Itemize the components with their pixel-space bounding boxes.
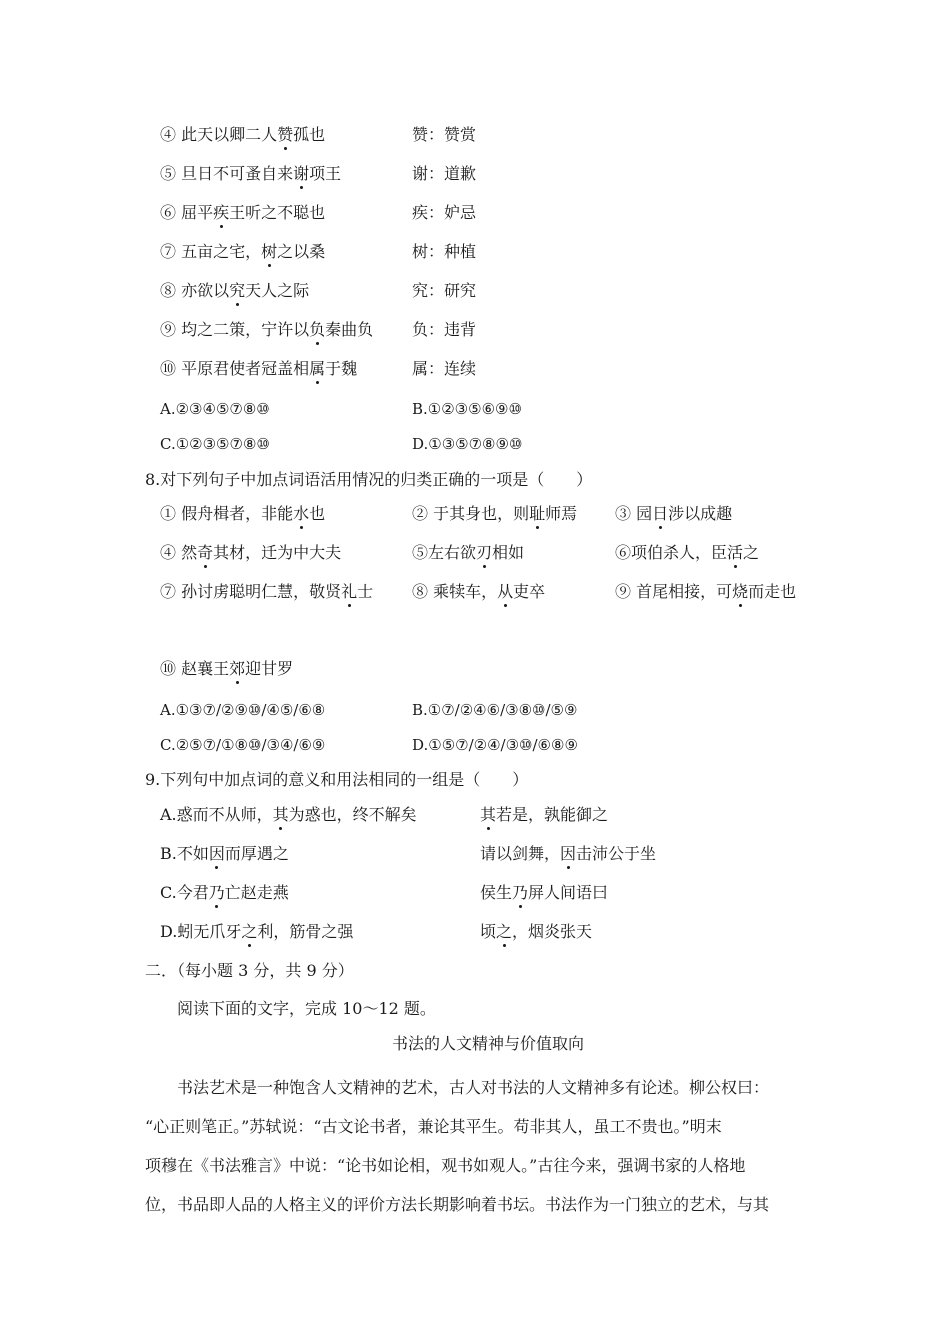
dotted-word: 礼 (341, 582, 358, 601)
text-segment: 请以剑舞， (480, 844, 561, 863)
text-segment: ⑧ 乘犊车， (412, 582, 498, 601)
dotted-word: 其 (272, 805, 289, 824)
q7-gloss: 疾：妒忌 (412, 203, 477, 222)
text-segment: 其材，迁为中大夫 (213, 543, 342, 562)
text-segment: 于魏 (325, 359, 358, 378)
text-segment: ⑦ 孙讨虏聪明仁慧，敬贤 (160, 582, 342, 601)
text-segment: B.不如 (160, 844, 209, 863)
q8-sentence (160, 504, 325, 524)
article-title: 书法的人文精神与价值取向 (392, 1034, 585, 1053)
dotted-word: 负 (309, 320, 326, 339)
dotted-word: 属 (309, 359, 326, 378)
dotted-word: 郊 (229, 659, 246, 678)
q9-right-sentence (480, 805, 608, 825)
text-segment: 若是，孰能御之 (496, 805, 609, 824)
text-segment: 屏人间语曰 (528, 883, 609, 902)
dotted-word: 因 (560, 844, 577, 863)
dotted-word: 刃 (476, 543, 493, 562)
q8-sentence (615, 504, 732, 524)
q7-option-c: C.①②③⑤⑦⑧⑩ (160, 435, 270, 453)
dotted-word: 其 (480, 805, 497, 824)
q7-sentence (160, 320, 373, 340)
q8-option-b: B.①⑦/②④⑥/③⑧⑩/⑤⑨ (412, 701, 578, 719)
text-segment: 相如 (492, 543, 525, 562)
dotted-word: 究 (229, 281, 246, 300)
q7-gloss: 树：种植 (412, 242, 477, 261)
q8-sentence (160, 582, 373, 602)
text-segment: 王听之不聪也 (229, 203, 326, 222)
text-segment: 涉以成趣 (668, 504, 733, 523)
text-segment: 侯生 (480, 883, 513, 902)
q9-left-sentence (160, 922, 353, 942)
q8-sentence (412, 543, 524, 563)
q7-sentence (160, 203, 325, 223)
paragraph-line: “心正则笔正。”苏轼说：“古文论书者，兼论其平生。苟非其人，虽工不贵也。”明末 (145, 1117, 722, 1136)
dotted-word: 乃 (208, 883, 225, 902)
q7-sentence (160, 164, 341, 184)
dotted-word: 疾 (213, 203, 230, 222)
dotted-word: 之 (496, 922, 513, 941)
dotted-word: 之 (241, 922, 258, 941)
text-segment: 亡赵走燕 (224, 883, 289, 902)
q8-option-a: A.①③⑦/②⑨⑩/④⑤/⑥⑧ (160, 701, 326, 719)
text-segment: 之 (743, 543, 760, 562)
text-segment: 孤也 (293, 125, 326, 144)
text-segment: ⑩ 赵襄王 (160, 659, 230, 678)
text-segment: 师焉 (545, 504, 578, 523)
q8-option-d: D.①⑤⑦/②④/③⑩/⑥⑧⑨ (412, 736, 578, 754)
text-segment: ⑥ 屈平 (160, 203, 214, 222)
reading-instruction: 阅读下面的文字，完成 10～12 题。 (177, 999, 436, 1018)
text-segment: D.蚓无爪牙 (160, 922, 242, 941)
q8-sentence (160, 543, 341, 563)
text-segment: 迎甘罗 (245, 659, 294, 678)
dotted-word: 因 (208, 844, 225, 863)
dotted-word: 奇 (197, 543, 214, 562)
dotted-word: 耻 (529, 504, 546, 523)
q8-sentence (412, 504, 577, 524)
text-segment: 之以桑 (277, 242, 326, 261)
text-segment: ⑨ 首尾相接，可 (615, 582, 733, 601)
q9-left-sentence (160, 844, 289, 864)
q8-sentence (160, 659, 293, 679)
article-paragraph (145, 1068, 805, 1224)
q8-option-c: C.②⑤⑦/①⑧⑩/③④/⑥⑨ (160, 736, 326, 754)
text-segment: 吏卒 (513, 582, 546, 601)
q7-gloss: 谢：道歉 (412, 164, 477, 183)
text-segment: ④ 然 (160, 543, 198, 562)
text-segment: 利，筋骨之强 (257, 922, 354, 941)
dotted-word: 水 (293, 504, 310, 523)
text-segment: 而厚遇之 (224, 844, 289, 863)
dotted-word: 谢 (293, 164, 310, 183)
text-segment: ，烟炎张天 (512, 922, 593, 941)
text-segment: ⑨ 均之二策，宁许以 (160, 320, 310, 339)
q9-left-sentence (160, 883, 289, 903)
q9-right-sentence (480, 922, 592, 942)
text-segment: ⑥项伯杀人，臣 (615, 543, 728, 562)
q7-gloss: 赞：赞赏 (412, 125, 477, 144)
dotted-word: 乃 (512, 883, 529, 902)
q7-option-b: B.①②③⑤⑥⑨⑩ (412, 400, 522, 418)
dotted-word: 树 (261, 242, 278, 261)
paragraph-line: 位，书品即人品的人格主义的评价方法长期影响着书坛。书法作为一门独立的艺术，与其 (145, 1195, 770, 1214)
q7-option-a: A.②③④⑤⑦⑧⑩ (160, 400, 270, 418)
text-segment: 也 (309, 504, 326, 523)
q7-sentence (160, 125, 325, 145)
text-segment: ⑩ 平原君使者冠盖相 (160, 359, 310, 378)
text-segment: 天人之际 (245, 281, 310, 300)
text-segment: 秦曲负 (325, 320, 374, 339)
q7-gloss: 属：连续 (412, 359, 477, 378)
text-segment: ⑧ 亦欲以 (160, 281, 230, 300)
text-segment: ⑦ 五亩之宅， (160, 242, 262, 261)
q7-sentence (160, 242, 325, 262)
text-segment: ③ 园 (615, 504, 653, 523)
q7-gloss: 究：研究 (412, 281, 477, 300)
q9-right-sentence (480, 883, 608, 903)
dotted-word: 活 (727, 543, 744, 562)
paragraph-line: 项穆在《书法雅言》中说：“论书如论相，观书如观人。”古往今来，强调书家的人格地 (145, 1156, 746, 1175)
q8-sentence (412, 582, 545, 602)
text-segment: ⑤ 旦日不可蚤自来 (160, 164, 294, 183)
text-segment: ⑤左右欲 (412, 543, 477, 562)
q9-left-sentence (160, 805, 417, 825)
q8-sentence (615, 543, 759, 563)
dotted-word: 烧 (732, 582, 749, 601)
text-segment: A.惑而不从师， (160, 805, 273, 824)
text-segment: ② 于其身也，则 (412, 504, 530, 523)
text-segment: 击沛公于坐 (576, 844, 657, 863)
q9-right-sentence (480, 844, 656, 864)
text-segment: ① 假舟楫者，非能 (160, 504, 294, 523)
text-segment: 为惑也，终不解矣 (288, 805, 417, 824)
dotted-word: 从 (497, 582, 514, 601)
paragraph-line: 书法艺术是一种饱含人文精神的艺术，古人对书法的人文精神多有论述。柳公权曰： (177, 1078, 770, 1097)
text-segment: 而走也 (748, 582, 797, 601)
text-segment: ④ 此天以卿二人 (160, 125, 278, 144)
q7-gloss: 负：违背 (412, 320, 477, 339)
dotted-word: 日 (652, 504, 669, 523)
q7-option-d: D.①③⑤⑦⑧⑨⑩ (412, 435, 523, 453)
text-segment: 项王 (309, 164, 342, 183)
section-2-heading: 二．（每小题 3 分，共 9 分） (145, 961, 354, 980)
q8-sentence (615, 582, 796, 602)
q8-stem: 8.对下列句子中加点词语活用情况的归类正确的一项是（ ） (145, 470, 593, 489)
text-segment: 顷 (480, 922, 497, 941)
text-segment: 士 (357, 582, 374, 601)
dotted-word: 赞 (277, 125, 294, 144)
text-segment: C.今君 (160, 883, 209, 902)
q7-sentence (160, 281, 309, 301)
q9-stem: 9.下列句中加点词的意义和用法相同的一组是（ ） (145, 770, 529, 789)
q7-sentence (160, 359, 357, 379)
